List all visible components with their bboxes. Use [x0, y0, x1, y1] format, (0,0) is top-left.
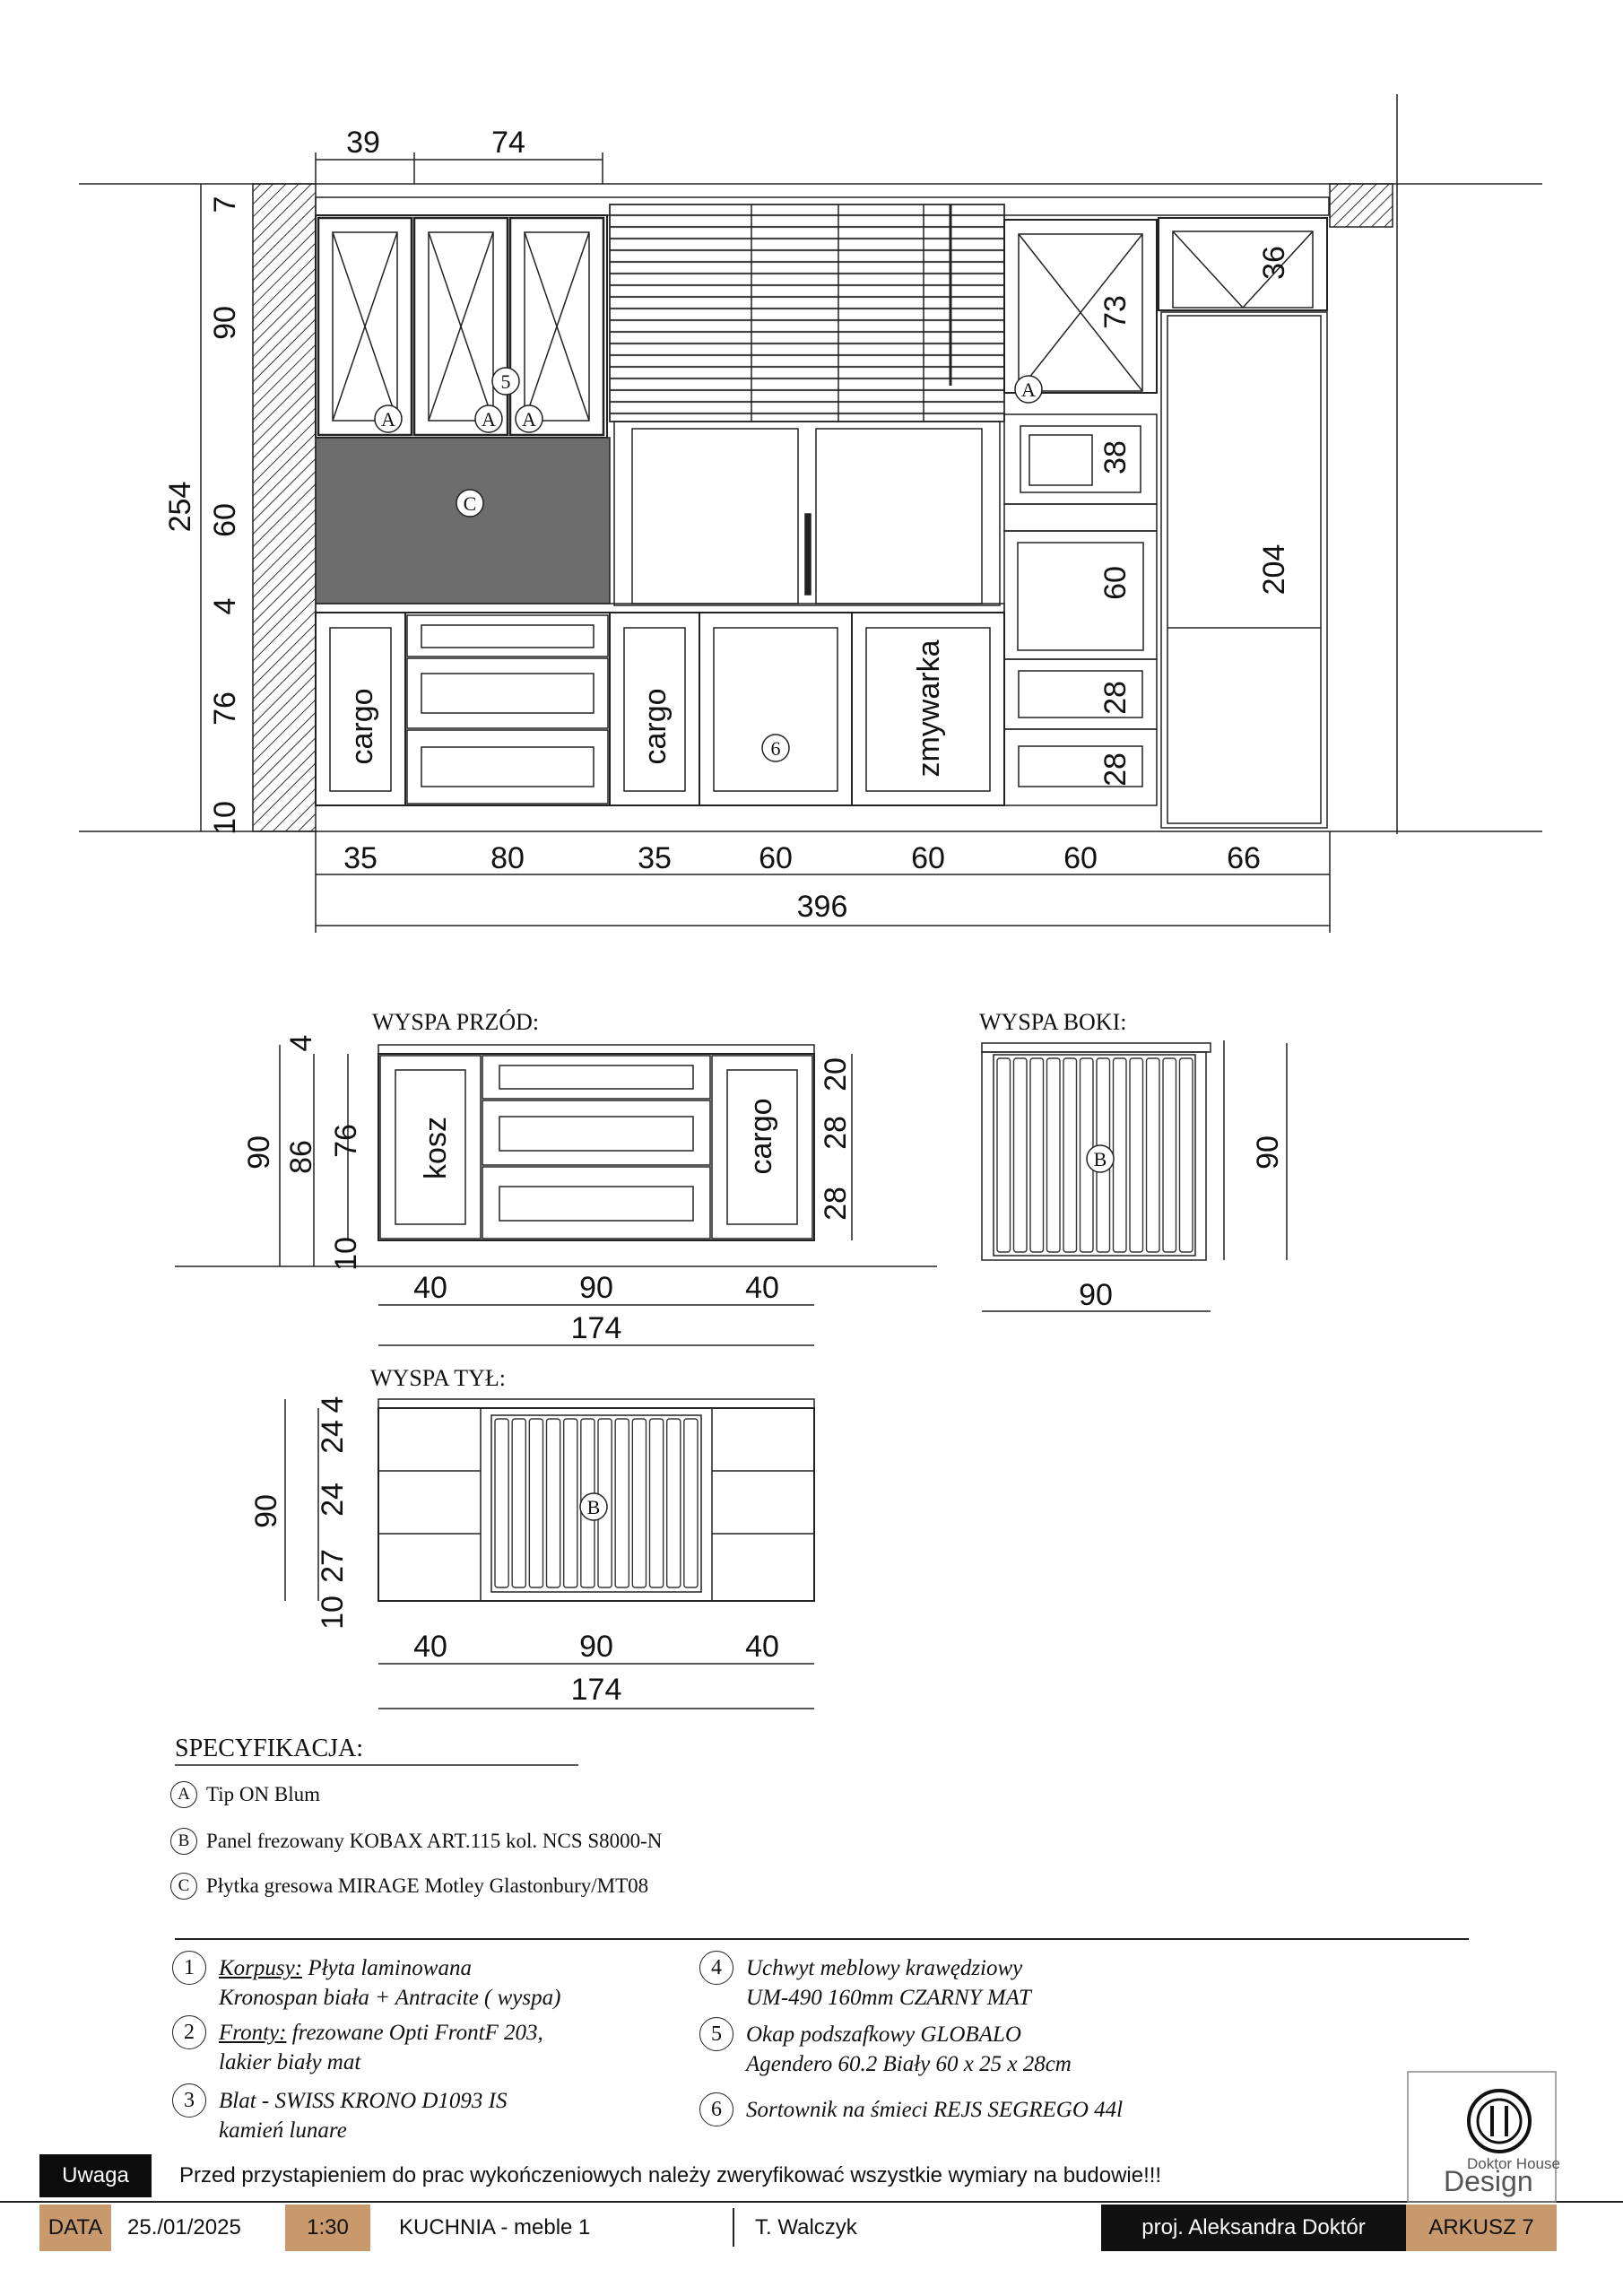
if-dim-28a: 28 — [819, 1116, 853, 1150]
marker-a-4: A — [1021, 378, 1036, 401]
slat — [632, 1419, 646, 1587]
spec-item-b — [170, 1828, 662, 1855]
slat — [650, 1419, 664, 1587]
is-dim-width: 90 — [1079, 1278, 1113, 1312]
spec-key-b: B — [170, 1828, 197, 1855]
if-dim-4: 4 — [284, 1034, 318, 1052]
marker-a-2: A — [482, 408, 496, 430]
label-cargo-island: cargo — [744, 1098, 778, 1175]
note-4-t2: UM-490 160mm CZARNY MAT — [746, 1986, 1031, 2010]
ib-dim-90: 90 — [249, 1494, 283, 1528]
warning-label: Uwaga — [39, 2154, 152, 2197]
slat — [1047, 1058, 1061, 1252]
if-dim-76: 76 — [329, 1124, 363, 1158]
logo — [1444, 2091, 1560, 2197]
slat — [1114, 1058, 1127, 1252]
note-2 — [172, 2018, 543, 2077]
spec-title: SPECYFIKACJA: — [175, 1735, 364, 1762]
note-3-t1: Blat - SWISS KRONO D1093 IS — [219, 2089, 508, 2113]
note-6-t1: Sortownik na śmieci REJS SEGREGO 44l — [746, 2098, 1124, 2122]
slat — [667, 1419, 681, 1587]
dim-left-7: 7 — [208, 196, 242, 213]
warning-text: Przed przystapieniem do prac wykończeniowych należy zweryfikować wszystkie wymiary na budowie!!! — [179, 2163, 1162, 2187]
marker-a-1: A — [381, 408, 395, 430]
dim-bottom-4: 60 — [759, 841, 793, 875]
note-num-3: 3 — [172, 2083, 206, 2118]
note-num-1: 1 — [172, 1951, 206, 1985]
note-3 — [172, 2086, 508, 2145]
if-dim-90: 90 — [242, 1135, 276, 1170]
note-num-5: 5 — [699, 2017, 733, 2051]
label-dishwasher: zmywarka — [912, 639, 946, 778]
spec-text-c: Płytka gresowa MIRAGE Motley Glastonbury/MT08 — [206, 1874, 649, 1897]
ib-bottom-90: 90 — [579, 1630, 613, 1664]
slat — [1163, 1058, 1176, 1252]
title-island-front: WYSPA PRZÓD: — [372, 1009, 540, 1035]
dim-bottom-1: 35 — [343, 841, 378, 875]
label-kosz: kosz — [419, 1117, 453, 1179]
dim-drawer-28a: 28 — [1098, 681, 1133, 715]
slat — [529, 1419, 542, 1587]
note-4-t1: Uchwyt meblowy krawędziowy — [746, 1956, 1023, 1980]
slat — [615, 1419, 629, 1587]
dim-total-width: 396 — [796, 890, 848, 924]
slat — [1014, 1058, 1028, 1252]
marker-5: 5 — [500, 370, 511, 393]
footer-sheet: ARKUSZ 7 — [1406, 2205, 1557, 2251]
slat — [684, 1419, 698, 1587]
dim-bottom-2: 80 — [490, 841, 525, 875]
spec-key-a: A — [170, 1781, 197, 1808]
note-1-head: Korpusy: — [219, 1956, 303, 1980]
dim-left-90: 90 — [208, 306, 242, 340]
marker-b-side: B — [1093, 1148, 1107, 1170]
note-1-t2: Kronospan biała + Antracite ( wyspa) — [219, 1986, 561, 2010]
ib-dim-4: 4 — [316, 1396, 350, 1413]
slat — [1063, 1058, 1077, 1252]
spec-item-c — [170, 1873, 648, 1900]
title-island-side: WYSPA BOKI: — [979, 1009, 1127, 1035]
if-bottom-40a: 40 — [413, 1271, 447, 1305]
footer-project: KUCHNIA - meble 1 — [399, 2215, 591, 2239]
note-1 — [172, 1953, 560, 2013]
ib-dim-27: 27 — [316, 1549, 350, 1583]
slat — [997, 1058, 1011, 1252]
dim-top-1: 39 — [346, 126, 380, 160]
dim-drawer-28b: 28 — [1098, 752, 1133, 787]
slat — [1030, 1058, 1044, 1252]
note-3-t2: kamień lunare — [219, 2118, 347, 2143]
ib-total: 174 — [570, 1673, 622, 1707]
spec-text-b: Panel frezowany KOBAX ART.115 kol. NCS S8000-N — [206, 1830, 663, 1852]
note-2-t1: frezowane Opti FrontF 203, — [286, 2021, 543, 2045]
if-bottom-90: 90 — [579, 1271, 613, 1305]
note-4 — [699, 1953, 1031, 2013]
slat — [1130, 1058, 1143, 1252]
dim-left-10: 10 — [208, 801, 242, 835]
dim-oven-60: 60 — [1098, 566, 1133, 600]
ib-dim-24a: 24 — [316, 1420, 350, 1454]
dim-left-60: 60 — [208, 503, 242, 537]
note-num-2: 2 — [172, 2015, 206, 2049]
footer-date: 25./01/2025 — [127, 2215, 241, 2239]
slat — [1147, 1058, 1160, 1252]
dim-left-76: 76 — [208, 691, 242, 726]
marker-c: C — [463, 492, 477, 515]
dim-micro-38: 38 — [1098, 440, 1133, 474]
dim-fridge-204: 204 — [1257, 544, 1291, 596]
note-5-t1: Okap podszafkowy GLOBALO — [746, 2022, 1021, 2047]
title-island-back: WYSPA TYŁ: — [370, 1365, 506, 1391]
if-total: 174 — [570, 1311, 622, 1345]
dim-fridge-top-36: 36 — [1257, 246, 1291, 280]
ib-bottom-40b: 40 — [745, 1630, 779, 1664]
note-5-t2: Agendero 60.2 Biały 60 x 25 x 28cm — [746, 2052, 1072, 2076]
footer-designer: proj. Aleksandra Doktór — [1101, 2205, 1406, 2251]
ib-dim-10: 10 — [316, 1596, 350, 1630]
slat — [495, 1419, 508, 1587]
ib-dim-24b: 24 — [316, 1483, 350, 1517]
spec-item-a — [170, 1781, 320, 1808]
marker-a-3: A — [522, 408, 536, 430]
note-6 — [699, 2095, 1123, 2126]
logo-line1: Doktor House — [1467, 2155, 1560, 2172]
if-bottom-40b: 40 — [745, 1271, 779, 1305]
dim-bottom-6: 60 — [1063, 841, 1098, 875]
marker-6: 6 — [770, 737, 781, 760]
marker-b-back: B — [586, 1496, 601, 1518]
dim-bottom-3: 35 — [638, 841, 672, 875]
label-cargo-2: cargo — [638, 688, 673, 765]
logo-line2: Design — [1444, 2165, 1533, 2197]
footer-scale: 1:30 — [285, 2205, 370, 2251]
ib-bottom-40a: 40 — [413, 1630, 447, 1664]
slat — [1180, 1058, 1193, 1252]
spec-text-a: Tip ON Blum — [206, 1783, 320, 1805]
label-cargo-1: cargo — [345, 688, 379, 765]
spec-key-c: C — [170, 1873, 197, 1900]
note-2-head: Fronty: — [219, 2021, 287, 2045]
is-dim-height: 90 — [1251, 1135, 1285, 1170]
slat — [547, 1419, 560, 1587]
dim-upper-73: 73 — [1098, 295, 1133, 329]
if-dim-86: 86 — [284, 1140, 318, 1174]
note-num-6: 6 — [699, 2092, 733, 2126]
note-2-t2: lakier biały mat — [219, 2050, 361, 2074]
slat — [564, 1419, 577, 1587]
note-1-t1: Płyta laminowana — [302, 1956, 472, 1980]
footer-client: T. Walczyk — [755, 2215, 857, 2239]
if-dim-20: 20 — [819, 1057, 853, 1091]
if-dim-28b: 28 — [819, 1187, 853, 1221]
slat — [512, 1419, 525, 1587]
if-dim-10: 10 — [329, 1237, 363, 1271]
dim-top-2: 74 — [491, 126, 525, 160]
note-num-4: 4 — [699, 1951, 733, 1985]
dim-bottom-7: 66 — [1227, 841, 1261, 875]
dim-left-4: 4 — [208, 597, 242, 615]
dim-bottom-5: 60 — [911, 841, 945, 875]
footer-data-label: DATA — [39, 2205, 111, 2251]
note-5 — [699, 2020, 1072, 2079]
dim-left-254: 254 — [163, 481, 197, 533]
